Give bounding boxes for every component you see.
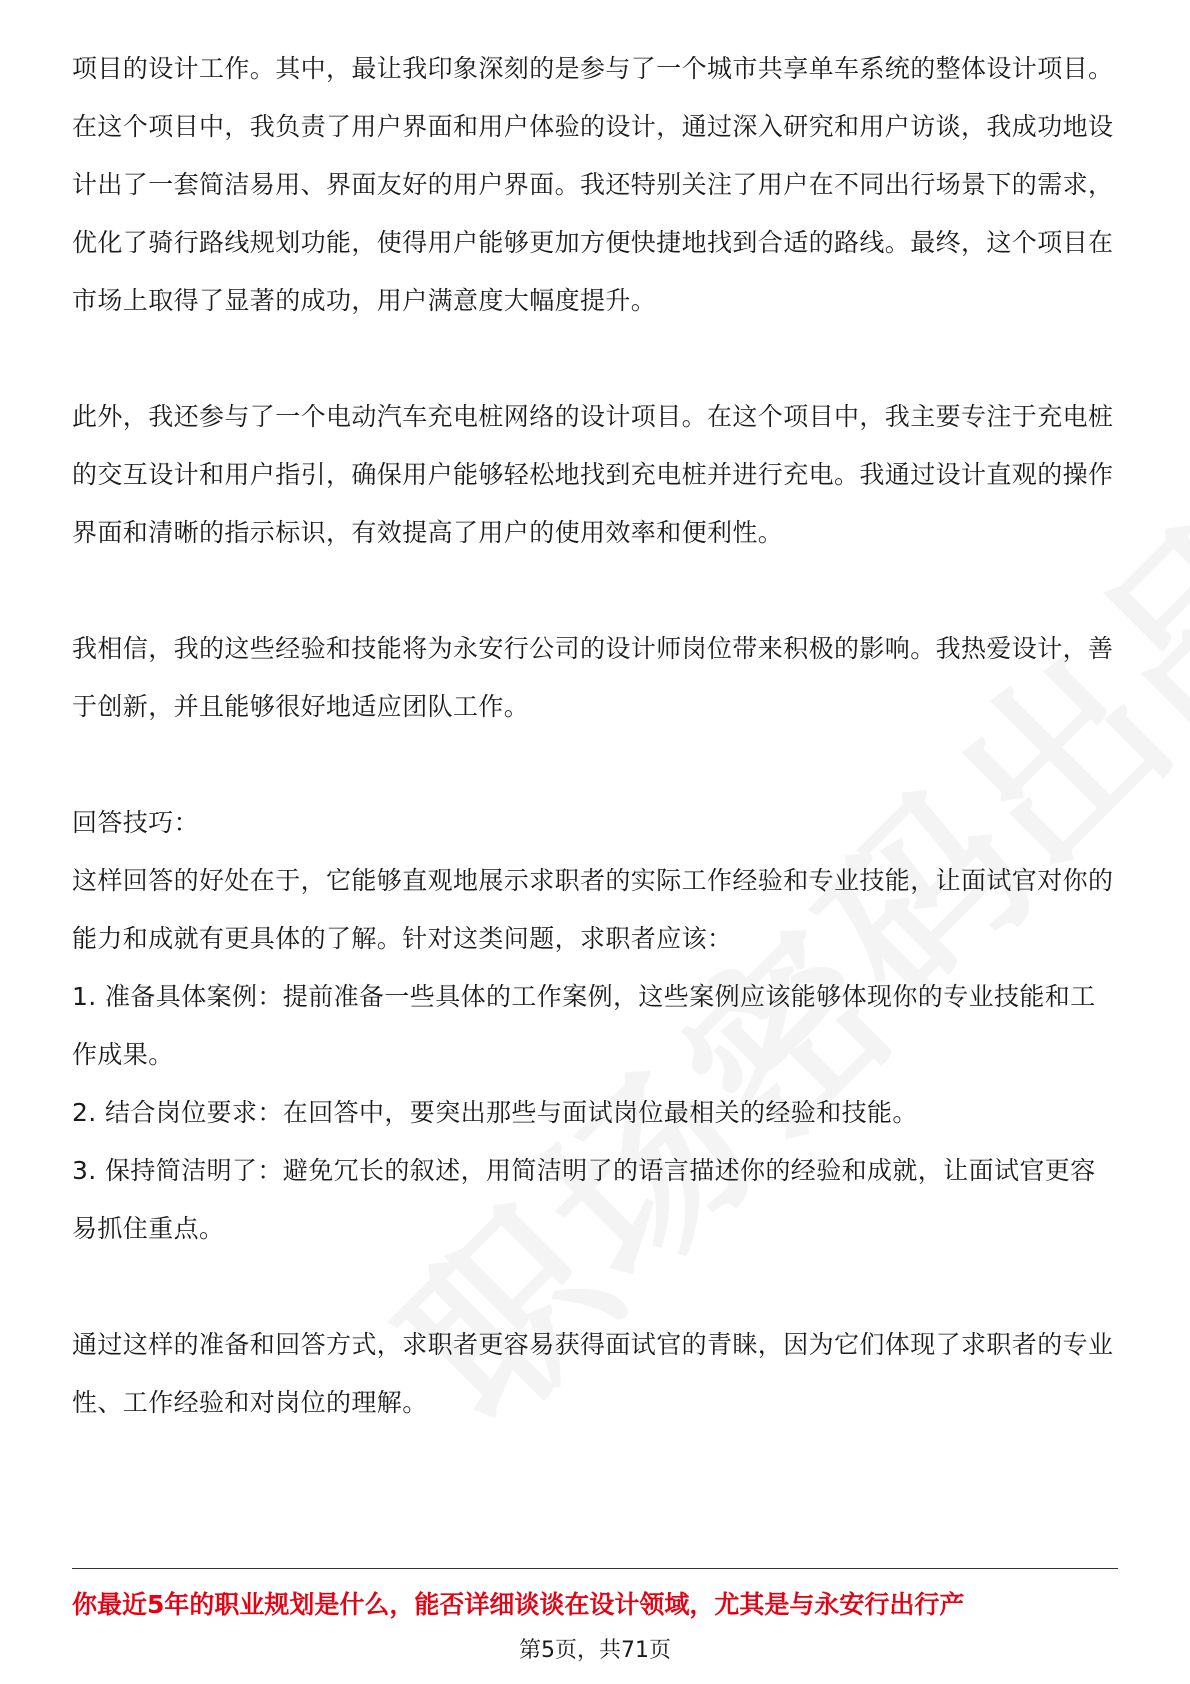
paragraph-gap (72, 562, 1118, 620)
paragraph-gap (72, 1258, 1118, 1316)
paragraph-gap (72, 736, 1118, 794)
paragraph-shared-bike-project: 项目的设计工作。其中，最让我印象深刻的是参与了一个城市共享单车系统的整体设计项目。在这个项目中，我负责了用户界面和用户体验的设计，通过深入研究和用户访谈，我成功地设计出了一套简洁易用、界面友好的用户界面。我还特别关注了用户在不同出行场景下的需求，优化了骑行路线规划功能，使得用户能够更加方便快捷地找到合适的路线。最终，这个项目在市场上取得了显著的成功，用户满意度大幅度提升。 (72, 54, 1114, 315)
page-number: 第5页，共71页 (519, 1638, 671, 1663)
tip-item: 1. 准备具体案例：提前准备一些具体的工作案例，这些案例应该能够体现你的专业技能和工作成果。 (72, 982, 1096, 1069)
paragraph-belief: 我相信，我的这些经验和技能将为永安行公司的设计师岗位带来积极的影响。我热爱设计，善于创新，并且能够很好地适应团队工作。 (72, 634, 1114, 721)
document-body (72, 40, 1118, 1432)
tip-item: 2. 结合岗位要求：在回答中，要突出那些与面试岗位最相关的经验和技能。 (72, 1098, 918, 1127)
next-question-heading: 你最近5年的职业规划是什么，能否详细谈谈在设计领域，尤其是与永安行出行产 (72, 1590, 965, 1619)
tips-heading: 回答技巧： (72, 808, 200, 837)
paragraph-gap (72, 330, 1118, 388)
tip-item: 3. 保持简洁明了：避免冗长的叙述，用简洁明了的语言描述你的经验和成就，让面试官更容易抓住重点。 (72, 1156, 1096, 1243)
tips-intro: 这样回答的好处在于，它能够直观地展示求职者的实际工作经验和专业技能，让面试官对你的能力和成就有更具体的了解。针对这类问题，求职者应该： (72, 866, 1114, 953)
section-divider (72, 1568, 1118, 1569)
paragraph-charging-project: 此外，我还参与了一个电动汽车充电桩网络的设计项目。在这个项目中，我主要专注于充电桩的交互设计和用户指引，确保用户能够轻松地找到充电桩并进行充电。我通过设计直观的操作界面和清晰的指示标识，有效提高了用户的使用效率和便利性。 (72, 402, 1114, 547)
paragraph-conclusion: 通过这样的准备和回答方式，求职者更容易获得面试官的青睐，因为它们体现了求职者的专业性、工作经验和对岗位的理解。 (72, 1330, 1114, 1417)
